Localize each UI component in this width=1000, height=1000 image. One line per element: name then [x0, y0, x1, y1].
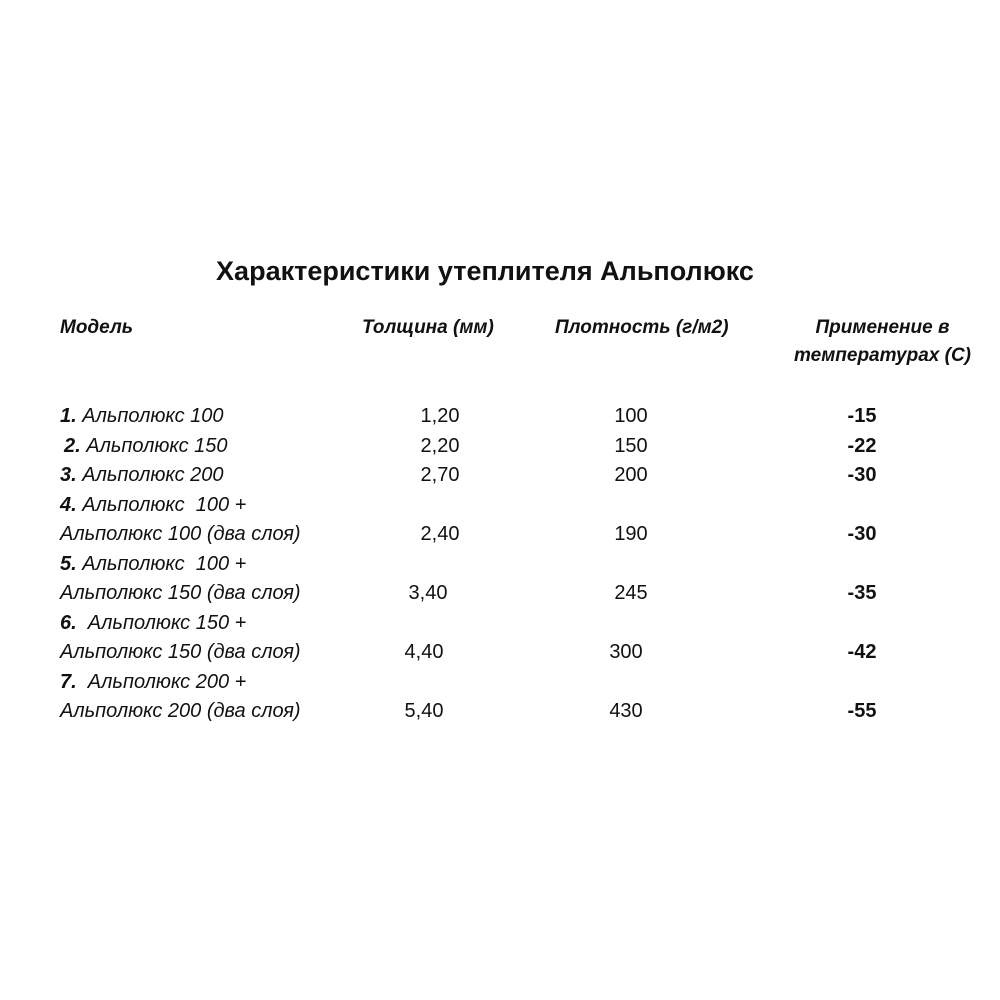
density-cell: 245: [614, 582, 648, 604]
temperature-cell: -15: [847, 405, 877, 427]
row-number: 2.: [64, 434, 81, 457]
table-row: [0, 550, 1000, 609]
row-number: 5.: [60, 552, 77, 575]
model-name: Альполюкс 100 +: [82, 552, 247, 575]
header-model: Модель: [60, 317, 134, 338]
temperature-cell: -42: [847, 641, 877, 663]
model-line1: [60, 668, 301, 698]
header-density: Плотность (г/м2): [555, 317, 729, 338]
row-number: 7.: [60, 670, 77, 693]
model-line1: [60, 609, 301, 639]
model-name: Альполюкс 150: [86, 434, 228, 457]
model-name: Альполюкс 100: [82, 405, 224, 427]
table-row: [0, 668, 1000, 727]
model-cell: [60, 550, 301, 609]
thickness-cell: 2,20: [420, 434, 460, 457]
temperature-cell: -30: [847, 464, 877, 486]
table-row: [0, 609, 1000, 668]
temperature-cell: -55: [847, 700, 877, 722]
temperature-cell: -35: [847, 582, 877, 604]
header-thickness: Толщина (мм): [362, 317, 494, 338]
header-temperature: [775, 314, 990, 370]
thickness-cell: 1,20: [420, 405, 460, 427]
model-cell: [60, 668, 301, 727]
model-line2: Альполюкс 150 (два слоя): [60, 641, 301, 663]
model-line2: Альполюкс 200 (два слоя): [60, 700, 301, 722]
row-number: 6.: [60, 611, 77, 634]
model-cell: [60, 402, 224, 432]
density-cell: 300: [609, 641, 643, 663]
model-cell: [60, 491, 301, 550]
model-name: Альполюкс 200 +: [82, 670, 247, 693]
model-cell: [60, 461, 224, 491]
model-line2: Альполюкс 150 (два слоя): [60, 582, 301, 604]
model-line1: [60, 491, 301, 521]
density-cell: 150: [614, 434, 648, 457]
row-number: 1.: [60, 405, 77, 427]
thickness-cell: 5,40: [404, 700, 444, 722]
model-cell: [64, 432, 228, 462]
thickness-cell: 2,70: [420, 464, 460, 486]
page-title: Характеристики утеплителя Альполюкс: [216, 256, 754, 286]
model-name: Альполюкс 200: [82, 464, 224, 486]
thickness-cell: 3,40: [408, 582, 448, 604]
header-temperature-line1: Применение в: [815, 317, 950, 338]
thickness-cell: 2,40: [420, 523, 460, 545]
table-row: [0, 491, 1000, 550]
row-number: 4.: [60, 493, 77, 516]
temperature-cell: -30: [847, 523, 877, 545]
row-number: 3.: [60, 464, 77, 486]
density-cell: 100: [614, 405, 648, 427]
header-temperature-line2: температурах (С): [794, 345, 971, 366]
thickness-cell: 4,40: [404, 641, 444, 663]
temperature-cell: -22: [847, 434, 877, 457]
model-line1: [60, 550, 301, 580]
density-cell: 190: [614, 523, 648, 545]
density-cell: 430: [609, 700, 643, 722]
model-line2: Альполюкс 100 (два слоя): [60, 523, 301, 545]
model-name: Альполюкс 150 +: [82, 611, 247, 634]
density-cell: 200: [614, 464, 648, 486]
model-cell: [60, 609, 301, 668]
model-name: Альполюкс 100 +: [82, 493, 247, 516]
